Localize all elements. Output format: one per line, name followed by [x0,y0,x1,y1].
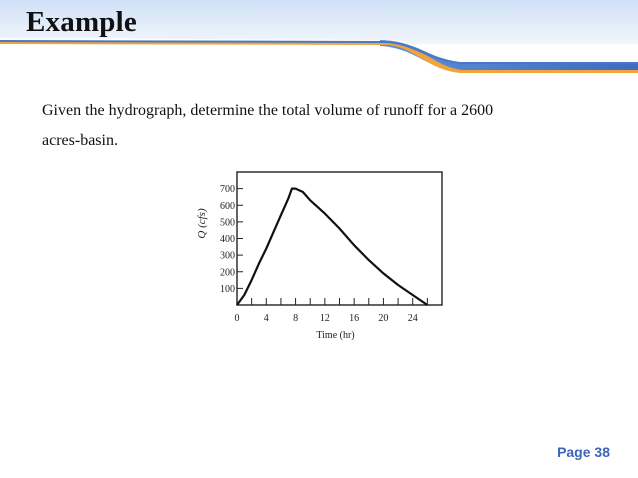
page-number-value: 38 [594,444,610,460]
page-label: Page [557,444,591,460]
y-tick-label: 100 [220,283,235,295]
x-tick-label: 16 [349,313,360,324]
problem-line-2: acres-basin. [42,132,118,149]
y-tick-label: 700 [220,184,235,196]
y-tick-label: 300 [220,250,235,262]
x-axis-label: Time (hr) [316,330,355,341]
x-tick-label: 20 [378,313,389,324]
y-tick-label: 200 [220,267,235,279]
x-tick-label: 24 [407,313,418,324]
x-tick-label: 4 [263,313,269,324]
y-axis-label: Q (cfs) [196,208,208,239]
x-tick-label: 0 [234,313,240,324]
y-tick-label: 600 [220,200,235,212]
x-tick-label: 8 [293,313,299,324]
plot-frame [237,172,442,305]
slide-title: Example [26,6,137,38]
hydrograph-chart [190,162,455,352]
problem-line-1: Given the hydrograph, determine the total volume of runoff for a 2600 [42,102,494,119]
y-tick-label: 400 [220,234,235,245]
y-tick-label: 500 [220,217,235,229]
page-number [557,444,610,460]
problem-statement [42,96,602,156]
hydrograph-line [237,189,427,305]
x-tick-label: 12 [319,313,330,324]
